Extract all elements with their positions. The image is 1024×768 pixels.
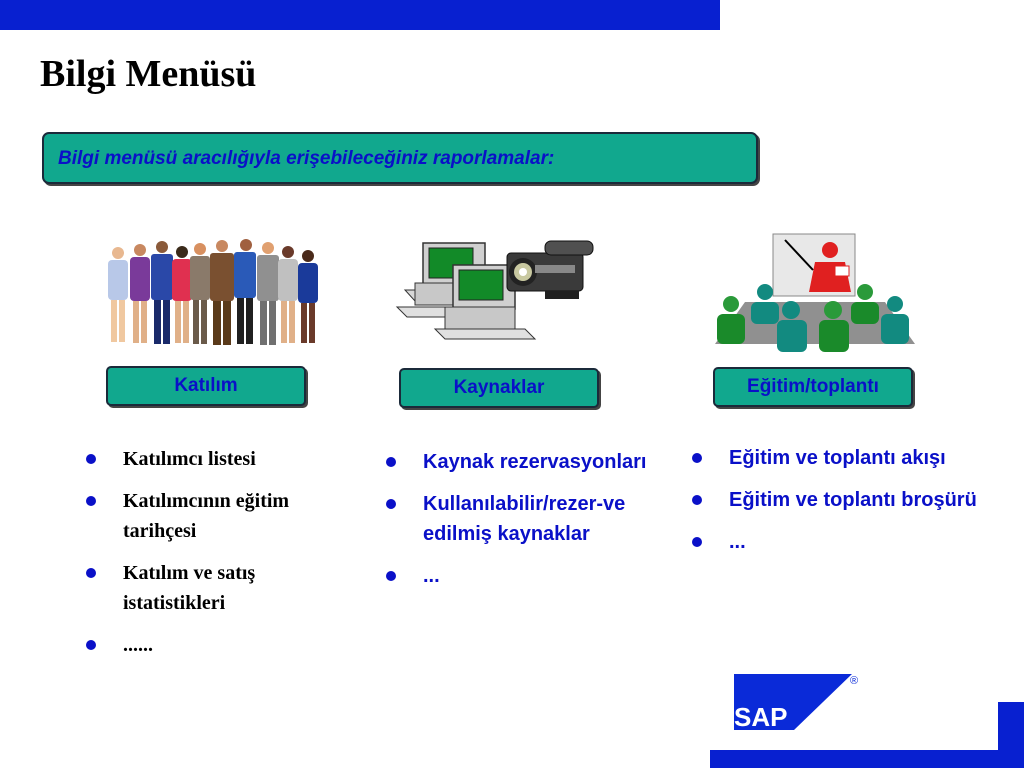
bullet-icon <box>692 495 702 505</box>
bullet-icon <box>86 640 96 650</box>
kaynaklar-label: Kaynaklar <box>399 368 599 408</box>
computers-camera-icon <box>395 235 605 345</box>
list-item-text: Katılımcı listesi <box>123 448 256 470</box>
sap-logo-text: SAP <box>734 702 788 732</box>
people-group-icon <box>100 236 325 354</box>
presentation-icon <box>715 232 915 354</box>
list-item-text: ... <box>729 531 746 553</box>
bullet-icon <box>386 499 396 509</box>
list-item <box>684 443 984 473</box>
registered-mark: ® <box>850 675 859 687</box>
bullet-icon <box>86 496 96 506</box>
bullet-icon <box>386 571 396 581</box>
subtitle-banner <box>42 132 758 184</box>
list-item-text: Katılım ve satış istatistikleri <box>123 562 256 614</box>
katilim-list <box>78 444 358 672</box>
bullet-icon <box>386 457 396 467</box>
list-item-text: Katılımcının eğitim tarihçesi <box>123 490 290 542</box>
subtitle-text: Bilgi menüsü aracılığıyla erişebileceğiniz raporlamalar: <box>58 148 555 169</box>
list-item-text: Eğitim ve toplantı akışı <box>729 447 946 469</box>
list-item <box>78 558 358 618</box>
list-item <box>378 447 668 477</box>
list-item-text: Kullanılabilir/rezer-ve edilmiş kaynaklar <box>423 493 626 545</box>
top-accent-bar <box>0 0 720 30</box>
list-item <box>684 527 984 557</box>
list-item <box>78 444 358 474</box>
bullet-icon <box>692 537 702 547</box>
egitim-toplanti-label: Eğitim/toplantı <box>713 367 913 407</box>
list-item <box>378 561 668 591</box>
bottom-accent-bar <box>710 750 1024 768</box>
list-item <box>684 485 984 515</box>
list-item-text: ... <box>423 565 440 587</box>
list-item-text: ...... <box>123 634 153 656</box>
page-title: Bilgi Menüsü <box>40 53 257 95</box>
bullet-icon <box>86 454 96 464</box>
egitim-list <box>684 443 984 569</box>
kaynaklar-list <box>378 447 668 603</box>
sap-logo <box>734 672 864 734</box>
list-item <box>378 489 668 549</box>
right-accent-bar <box>998 702 1024 768</box>
bullet-icon <box>86 568 96 578</box>
katilim-label: Katılım <box>106 366 306 406</box>
list-item-text: Kaynak rezervasyonları <box>423 451 647 473</box>
list-item-text: Eğitim ve toplantı broşürü <box>729 489 977 511</box>
bullet-icon <box>692 453 702 463</box>
list-item <box>78 486 358 546</box>
list-item <box>78 630 358 660</box>
